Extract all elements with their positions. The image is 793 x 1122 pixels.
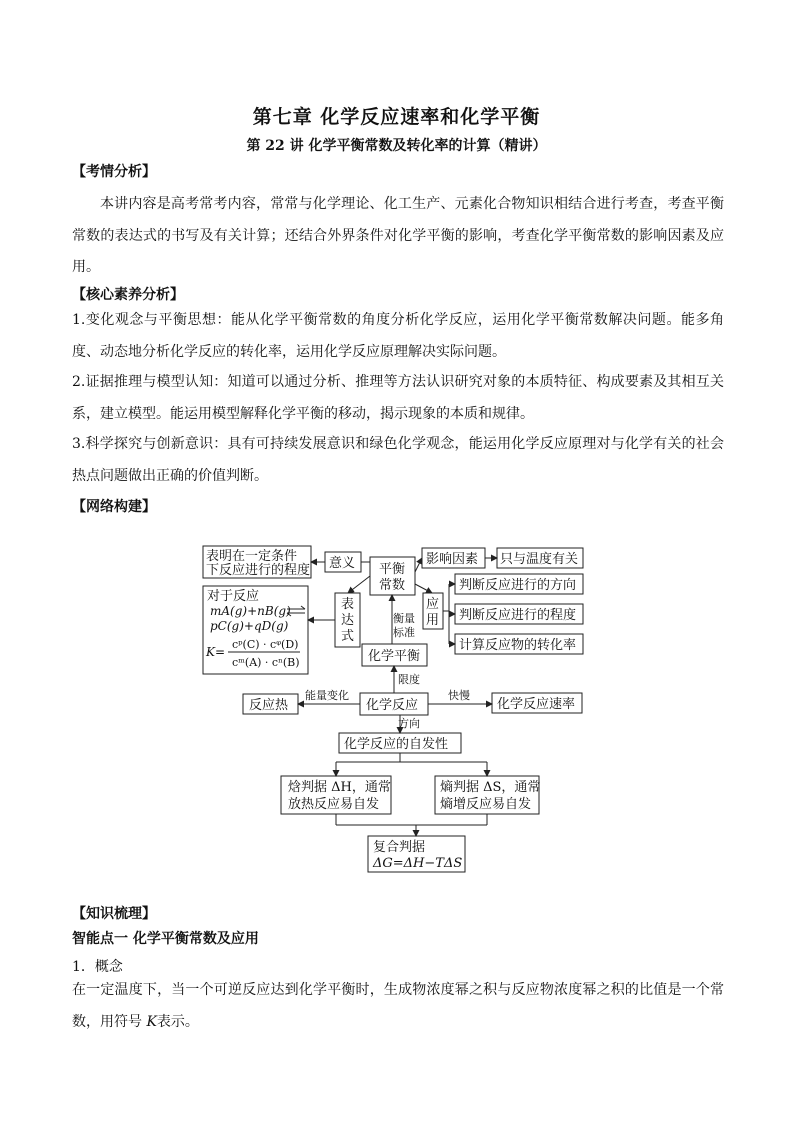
reaction-heat: 反应热: [249, 698, 289, 713]
k-numerator: cᵖ(C) · cᵠ(D): [232, 638, 299, 651]
judge-degree: 判断反应进行的程度: [459, 608, 577, 623]
k-label: K=: [206, 645, 226, 659]
core-item-1: 1.变化观念与平衡思想：能从化学平衡常数的角度分析化学反应，运用化学平衡常数解决问题。能多角度、动态地分析化学反应的转化率，运用化学反应原理解决实际问题。: [72, 312, 724, 360]
entropy-line2: 熵增反应易自发: [440, 797, 532, 812]
reaction-rate: 化学反应速率: [497, 697, 576, 712]
combined-line1: 复合判据: [373, 840, 426, 855]
concept-map-diagram: [0, 530, 793, 880]
chem-equilibrium: 化学平衡: [368, 649, 421, 664]
direction-label: 方向: [398, 717, 420, 730]
combined-line2: ΔG=ΔH−TΔS: [373, 856, 463, 871]
eq-const-line1: 平衡: [379, 562, 406, 577]
network-heading: 【网络构建】: [72, 499, 156, 515]
reaction-line2: pC(g)+qD(g): [210, 619, 289, 633]
meaning-desc-line1: 表明在一定条件: [206, 549, 298, 564]
apply-char-2: 用: [426, 613, 440, 628]
knowledge-heading: 【知识梳理】: [72, 906, 156, 922]
point-heading: 智能点一 化学平衡常数及应用: [72, 931, 259, 947]
concept-heading: 1．概念: [72, 959, 123, 975]
chem-reaction: 化学反应: [366, 698, 419, 713]
expr-char-1: 表: [341, 597, 355, 612]
entropy-line1: 熵判据 ΔS，通常: [440, 780, 541, 795]
speed-label: 快慢: [448, 689, 470, 702]
meaning-label: 意义: [329, 556, 356, 571]
reaction-title: 对于反应: [207, 589, 260, 604]
chapter-title: 第七章 化学反应速率和化学平衡: [252, 106, 541, 128]
enthalpy-line1: 焓判据 ΔH，通常: [288, 780, 391, 795]
energy-change-label: 能量变化: [305, 689, 349, 702]
core-item-3: 3.科学探究与创新意识：具有可持续发展意识和绿色化学观念，能运用化学反应原理对与化学有关的社会热点问题做出正确的价值判断。: [72, 436, 724, 484]
concept-symbol-k: K: [146, 1013, 157, 1030]
lecture-title: 第 22 讲 化学平衡常数及转化率的计算（精讲）: [246, 138, 547, 154]
measure-line2: 标准: [393, 626, 415, 639]
k-denominator: cᵐ(A) · cⁿ(B): [232, 656, 300, 669]
reaction-line1: mA(g)+nB(g): [210, 604, 291, 618]
core-literacy-heading: 【核心素养分析】: [72, 287, 184, 303]
calc-conversion: 计算反应物的转化率: [459, 638, 577, 653]
eq-const-line2: 常数: [379, 578, 406, 593]
apply-char-1: 应: [426, 597, 440, 612]
temp-only-label: 只与温度有关: [500, 552, 579, 567]
factors-label: 影响因素: [426, 552, 479, 567]
exam-analysis-text: 本讲内容是高考常考内容，常常与化学理论、化工生产、元素化合物知识相结合进行考查，考查平衡常数的表达式的书写及有关计算；还结合外界条件对化学平衡的影响，考查化学平衡常数的影响因素及应用。: [72, 196, 724, 275]
measure-line1: 衡量: [393, 612, 415, 625]
concept-text: [72, 975, 724, 1038]
concept-text-a: 在一定温度下，当一个可逆反应达到化学平衡时，生成物浓度幂之积与反应物浓度幂之积的比值是一个常数，用符号: [72, 982, 724, 1030]
expr-char-2: 达: [341, 613, 355, 628]
expr-char-3: 式: [341, 629, 355, 644]
enthalpy-line2: 放热反应易自发: [288, 797, 380, 812]
limit-label: 限度: [398, 673, 420, 686]
concept-text-b: 表示。: [156, 1013, 199, 1030]
judge-direction: 判断反应进行的方向: [459, 578, 577, 593]
spontaneity: 化学反应的自发性: [344, 737, 449, 752]
exam-analysis-heading: 【考情分析】: [72, 164, 156, 180]
core-item-2: 2.证据推理与模型认知：知道可以通过分析、推理等方法认识研究对象的本质特征、构成要素及其相互关系，建立模型。能运用模型解释化学平衡的移动，揭示现象的本质和规律。: [72, 374, 724, 422]
meaning-desc-line2: 下反应进行的程度: [206, 563, 311, 578]
